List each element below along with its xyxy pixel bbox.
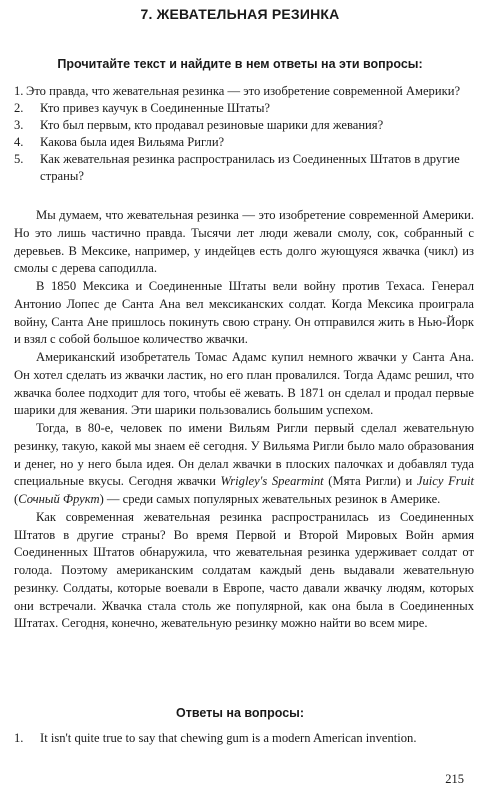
answer-number: 1.: [14, 731, 24, 745]
article-body: [14, 207, 474, 633]
brand-name-translation: Сочный Фрукт: [18, 492, 100, 506]
brand-name: Juicy Fruit: [416, 474, 474, 489]
paragraph: Мы думаем, что жевательная резинка — это изобретение современной Америки. Но это лишь частично правда. Тысячи лет люди жевали смолу, сок, собранный с деревьев. В Мексике, например, у индейцев есть долго жующуяся жвачка (чикл) из смолы с дерева саподилла.: [14, 208, 474, 276]
paragraph-text: ) — среди самых популярных жевательных резинок в Америке.: [99, 492, 441, 506]
question-text: Как жевательная резинка распространилась из Соединенных Штатов в другие страны?: [40, 152, 460, 183]
question-text: Кто привез каучук в Соединенные Штаты?: [40, 101, 270, 115]
question-item: [14, 134, 474, 151]
answer-item: [14, 730, 474, 747]
question-number: 1.: [14, 84, 24, 98]
question-item: [14, 151, 474, 185]
question-number: 2.: [14, 101, 24, 115]
paragraph: В 1850 Мексика и Соединенные Штаты вели войну против Техаса. Генерал Антонио Лопес де Санта Ана вел мексиканских солдат. Когда Мексика проиграла войну, Санта Ане пришлось покинуть свою страну. Он отправился жить в Нью-Йорк и взял с собой большое количество жвачки.: [14, 279, 474, 347]
chapter-title: 7. ЖЕВАТЕЛЬНАЯ РЕЗИНКА: [140, 6, 340, 22]
question-text: Какова была идея Вильяма Ригли?: [40, 135, 225, 149]
paragraph: Американский изобретатель Томас Адамс купил немного жвачки у Санта Ана. Он хотел сделать из жвачки ластик, но его план провалился. Тогда Адамс решил, что жвачка более подходит для того, чтобы её жевать. В 1871 он сделал и продал первые шарики для жевания. Эти шарики пользовались большим успехом.: [14, 350, 474, 418]
question-number: 4.: [14, 135, 24, 149]
paragraph: Как современная жевательная резинка распространилась из Соединенных Штатов в другие страны? Во время Первой и Второй Мировых Войн армия Соединенных Штатов обнаружила, что жевательная резинка удерживает солдат от голода. Поэтому американским солдатам каждый день выдавали жевательную резинку. Солдаты, которые воевали в Европе, часто давали жвачку людям, которых они встречали. Жвачка стала столь же популярной, как она была в Соединенных Штатах. Сегодня, конечно, жевательную резинку можно найти во всем мире.: [14, 509, 474, 631]
questions-list: [14, 83, 474, 185]
question-number: 3.: [14, 118, 24, 132]
question-text: Это правда, что жевательная резинка — это изобретение современной Америки?: [26, 84, 461, 98]
paragraph: [14, 420, 474, 509]
answer-text: It isn't quite true to say that chewing gum is a modern American invention.: [40, 731, 417, 745]
paragraph-text: (: [14, 492, 19, 506]
paragraph-text: Тогда, в 80-е, человек по имени Вильям Ригли первый сделал жевательную резинку, такую, какой мы знаем её сегодня. У Вильяма Ригли было мало образования и денег, но у него была идея. Он делал жвачки в плоских палочках и добавлял туда специальные вкусы. Сегодня жвачки: [14, 421, 474, 489]
brand-name: Wrigley's Spearmint: [220, 474, 324, 489]
answers-heading: Ответы на вопросы:: [176, 706, 304, 720]
instruction-heading: Прочитайте текст и найдите в нем ответы на эти вопросы:: [57, 57, 423, 71]
question-item: [14, 117, 474, 134]
question-item: [14, 100, 474, 117]
question-number: 5.: [14, 152, 24, 166]
page-number: 215: [445, 772, 464, 786]
question-item: [14, 83, 474, 100]
paragraph-text: (Мята Ригли) и: [323, 474, 417, 489]
question-text: Кто был первым, кто продавал резиновые шарики для жевания?: [40, 118, 384, 132]
